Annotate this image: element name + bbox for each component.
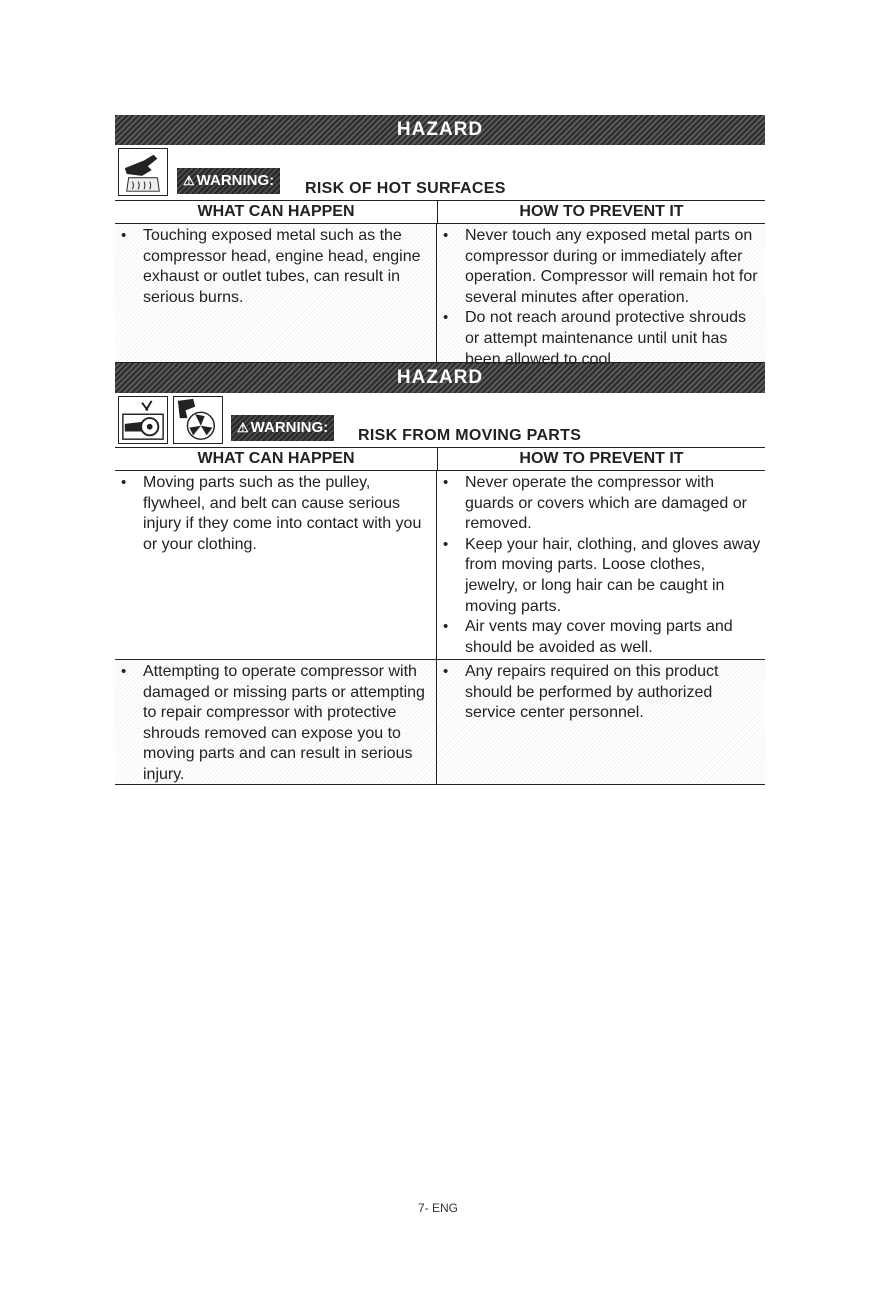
how-to-prevent-header: HOW TO PREVENT IT xyxy=(519,450,684,467)
pulley-hazard-icon xyxy=(118,396,168,444)
risk-title-row xyxy=(115,145,765,201)
hot-surface-icon xyxy=(118,148,168,196)
risk-title: RISK FROM MOVING PARTS xyxy=(358,427,582,444)
list-item: • Touching exposed metal such as the compressor head, engine head, engine exhaust or outlet tubes, can result in serious burns. xyxy=(115,226,432,308)
what-can-happen-header: WHAT CAN HAPPEN xyxy=(115,201,438,223)
fan-hazard-icon xyxy=(173,396,223,444)
list-item: • Air vents may cover moving parts and should be avoided as well. xyxy=(437,617,761,658)
hazard-banner: HAZARD xyxy=(115,363,765,393)
list-item: • Never operate the compressor with guards or covers which are damaged or removed. xyxy=(437,473,761,535)
column-headers xyxy=(115,448,765,471)
hazard-row xyxy=(115,471,765,660)
risk-title-row xyxy=(115,393,765,448)
list-item: • Do not reach around protective shrouds or attempt maintenance until unit has been allowed to cool. xyxy=(437,308,761,370)
how-to-prevent-header: HOW TO PREVENT IT xyxy=(519,203,684,220)
warning-triangle-icon: ⚠ xyxy=(237,420,249,435)
hazard-document xyxy=(115,115,765,785)
list-item: • Keep your hair, clothing, and gloves away from moving parts. Loose clothes, jewelry, or long hair can be caught in moving parts. xyxy=(437,535,761,617)
hazard-row xyxy=(115,660,765,785)
risk-title: RISK OF HOT SURFACES xyxy=(305,180,506,197)
list-item: • Attempting to operate compressor with damaged or missing parts or attempting to repair compressor with protective shrouds removed can expose you to moving parts and can result in serious injury. xyxy=(115,662,432,786)
warning-badge: ⚠ WARNING: xyxy=(177,168,280,194)
list-item: • Moving parts such as the pulley, flywheel, and belt can cause serious injury if they come into contact with you or your clothing. xyxy=(115,473,432,555)
list-item: • Never touch any exposed metal parts on compressor during or immediately after operation. Compressor will remain hot for several minutes after operation. xyxy=(437,226,761,308)
what-can-happen-header: WHAT CAN HAPPEN xyxy=(115,448,438,470)
warning-triangle-icon: ⚠ xyxy=(183,173,195,188)
warning-badge: ⚠ WARNING: xyxy=(231,415,334,441)
page-number: 7- ENG xyxy=(417,1201,458,1215)
list-item: • Any repairs required on this product should be performed by authorized service center personnel. xyxy=(437,662,761,724)
column-headers xyxy=(115,201,765,224)
hazard-banner: HAZARD xyxy=(115,115,765,145)
hazard-row xyxy=(115,224,765,368)
